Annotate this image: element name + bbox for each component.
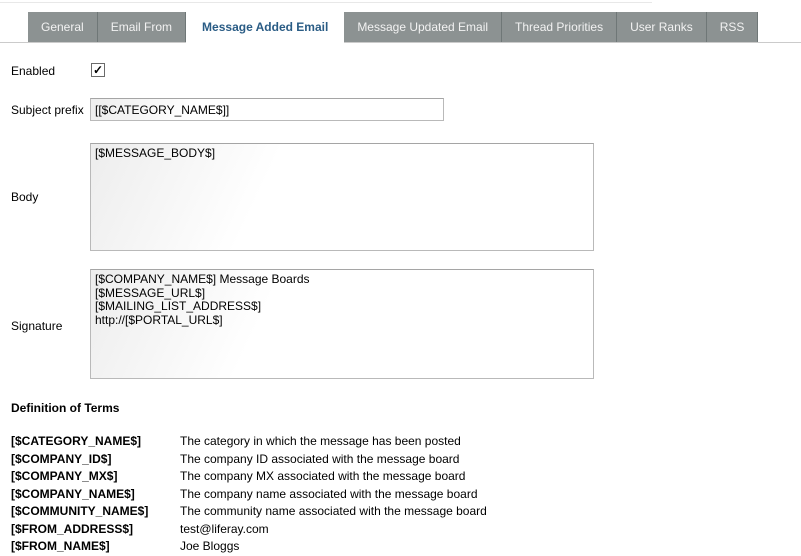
definition-row	[11, 468, 487, 486]
tab-thread-priorities[interactable]: Thread Priorities	[502, 12, 617, 42]
definition-term: [$FROM_ADDRESS$]	[11, 521, 134, 536]
definition-row	[11, 538, 487, 556]
definitions-heading: Definition of Terms	[11, 401, 120, 415]
definition-text: The community name associated with the message board	[180, 504, 487, 518]
definition-row	[11, 503, 487, 521]
signature-label: Signature	[11, 319, 63, 333]
definition-term: [$COMPANY_NAME$]	[11, 486, 135, 501]
definition-text: The company name associated with the message board	[180, 486, 478, 501]
definition-term: [$COMPANY_MX$]	[11, 469, 118, 483]
definition-row	[11, 451, 487, 469]
definition-row	[11, 486, 487, 504]
tab-strip-top-border	[0, 2, 652, 3]
definition-term: [$COMMUNITY_NAME$]	[11, 504, 149, 518]
tab-bar	[28, 12, 758, 43]
definition-term: [$CATEGORY_NAME$]	[11, 434, 142, 448]
tab-email-from[interactable]: Email From	[98, 12, 186, 42]
tab-message-added-email[interactable]: Message Added Email	[186, 12, 344, 43]
definition-row	[11, 521, 487, 539]
tab-user-ranks[interactable]: User Ranks	[617, 12, 707, 42]
definition-row	[11, 433, 487, 451]
subject-prefix-input[interactable]	[90, 98, 444, 121]
signature-textarea[interactable]	[90, 269, 594, 379]
definition-text: Joe Bloggs	[180, 539, 240, 553]
body-textarea[interactable]	[90, 143, 594, 251]
definition-text: The company ID associated with the message board	[180, 451, 460, 466]
tab-message-updated-email[interactable]: Message Updated Email	[344, 12, 502, 42]
definitions-list	[11, 433, 487, 556]
tab-rss[interactable]: RSS	[707, 12, 759, 42]
enabled-checkbox[interactable]	[91, 63, 105, 77]
enabled-label: Enabled	[11, 64, 56, 78]
body-label: Body	[11, 190, 39, 204]
tab-general[interactable]: General	[28, 12, 98, 42]
definition-term: [$FROM_NAME$]	[11, 539, 110, 553]
definition-term: [$COMPANY_ID$]	[11, 451, 112, 466]
definition-text: The company MX associated with the message board	[180, 469, 466, 483]
definition-text: The category in which the message has been posted	[180, 434, 461, 448]
checkmark-icon: ✓	[92, 63, 104, 77]
definition-text: test@liferay.com	[180, 521, 269, 536]
subject-prefix-label: Subject prefix	[11, 103, 84, 117]
